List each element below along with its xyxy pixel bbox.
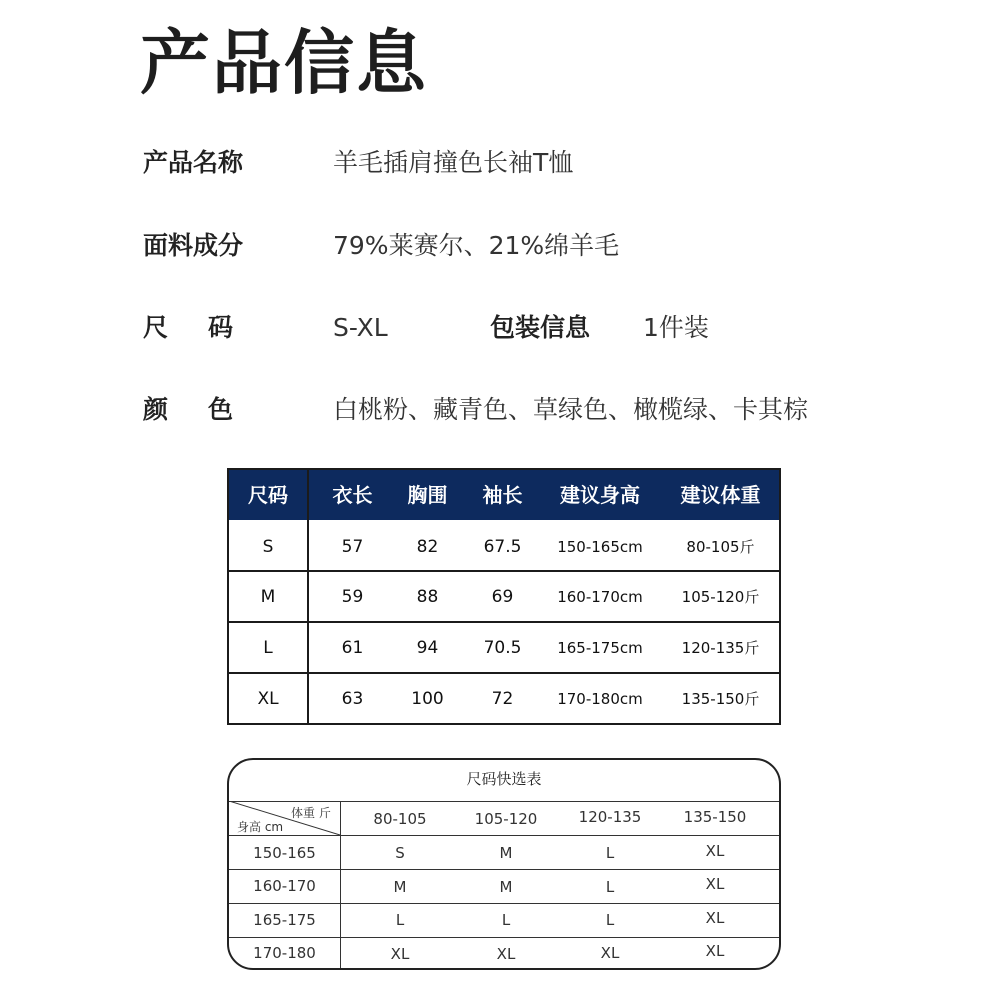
header-chest: 胸围 [407,483,448,507]
color-value: 白桃粉、藏青色、草绿色、橄榄绿、卡其棕 [333,395,809,424]
page-title: 产品信息 [140,22,428,104]
table-cell: 69 [491,587,514,607]
quick-cell: L [395,911,405,929]
table-cell: S [262,537,274,557]
quick-cell: XL [705,842,725,860]
quick-cell: XL [600,944,620,962]
weight-range: 120-135 [578,808,642,826]
fabric-value: 79%莱赛尔、21%绵羊毛 [333,231,620,260]
table-cell: 72 [491,689,514,709]
quick-cell: L [605,878,615,896]
header-weight: 建议体重 [680,483,761,507]
quick-chart-divider [229,937,779,938]
size-value: S-XL [333,313,388,342]
quick-cell: M [499,878,513,896]
table-cell: L [263,638,273,658]
table-cell: M [260,587,276,607]
table-cell: 70.5 [483,638,522,658]
quick-cell: L [605,911,615,929]
quick-cell: S [395,844,405,862]
table-cell: 82 [416,537,439,557]
quick-cell: L [605,844,615,862]
header-height: 建议身高 [560,483,640,507]
fabric-label: 面料成分 [143,231,244,260]
quick-cell: XL [496,945,516,963]
quick-cell: L [501,911,511,929]
quick-cell: M [499,844,513,862]
table-cell: 57 [341,537,364,557]
height-range: 150-165 [253,844,316,862]
table-cell: XL [257,689,279,709]
quick-chart-divider [229,835,779,836]
header-length: 衣长 [332,483,373,507]
table-cell: 150-165cm [557,538,643,556]
corner-weight-label: 体重 斤 [291,806,331,820]
table-cell: 88 [416,587,439,607]
quick-chart-divider [229,903,779,904]
header-sleeve: 袖长 [482,483,523,507]
header-size: 尺码 [248,483,288,507]
product-name-label: 产品名称 [143,148,244,177]
weight-range: 135-150 [683,808,747,826]
quick-cell: XL [390,945,410,963]
quick-chart-divider [229,869,779,870]
quick-cell: XL [705,875,725,893]
color-label: 颜色 [143,395,274,424]
table-cell: 61 [341,638,364,658]
table-cell: 165-175cm [557,639,643,657]
table-cell: 135-150斤 [681,690,760,708]
height-range: 170-180 [253,944,316,962]
size-table [227,468,781,725]
table-cell: 94 [416,638,439,658]
table-cell: 59 [341,587,364,607]
product-name-value: 羊毛插肩撞色长袖T恤 [333,148,574,177]
height-range: 160-170 [253,877,316,895]
corner-height-label: 身高 cm [237,820,284,834]
quick-cell: XL [705,942,725,960]
table-divider [307,470,309,723]
table-cell: 100 [411,689,444,709]
quick-chart-title: 尺码快选表 [466,770,542,788]
quick-cell: XL [705,909,725,927]
table-cell: 160-170cm [557,588,643,606]
table-cell: 80-105斤 [686,538,755,556]
weight-range: 80-105 [373,810,427,828]
table-cell: 105-120斤 [681,588,760,606]
table-cell: 63 [341,689,364,709]
size-quick-chart [227,758,781,970]
quick-cell: M [393,878,407,896]
size-label: 尺码 [143,313,274,342]
weight-range: 105-120 [474,810,538,828]
height-range: 165-175 [253,911,316,929]
package-value: 1件装 [643,313,709,342]
package-label: 包装信息 [490,313,591,342]
table-cell: 67.5 [483,537,522,557]
table-cell: 170-180cm [557,690,643,708]
table-cell: 120-135斤 [681,639,760,657]
